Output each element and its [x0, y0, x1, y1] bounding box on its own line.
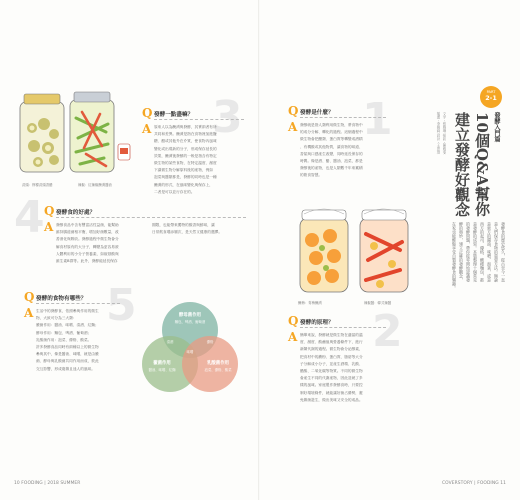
question-title: 發酵一點盡嘛？: [154, 112, 194, 118]
venn-right-label: 乳酸菌作用: [207, 361, 229, 366]
answer-text: [154, 124, 250, 196]
divider: [154, 119, 244, 120]
jar-caption-right: 辣椒醬：韓式辣醬: [364, 301, 392, 305]
q-mark: Q: [24, 290, 35, 304]
venn-left-label: 黴菌作用: [153, 361, 171, 366]
line: 原來人以為醃漬與發酵，其實兩者有所: [154, 125, 217, 129]
pickle-jars-illustration: [14, 88, 132, 180]
intro-line: 是東方的醬油、味噌、泡菜，或是: [487, 222, 492, 282]
answer-text: [36, 308, 126, 373]
venn-overlap-right: 優格: [206, 340, 214, 344]
line: 物，大致可分為三大類：: [36, 316, 77, 321]
line: 菌、酵母與乳酸菌共同作用而成，彼此: [36, 359, 99, 364]
a-mark: A: [44, 220, 54, 234]
line: 的飲食智慧。: [300, 173, 323, 178]
line: 簡單來說，發酵就是微生物在適當的溫: [300, 333, 363, 337]
line: 新陳代謝的過程。微生物會分泌酵素，: [300, 347, 363, 352]
a-mark: A: [24, 306, 34, 320]
line: 參與其中，像是醬油、味噌，就是由黴: [36, 352, 99, 357]
line: 許多發酵食品同時有兩種以上的微生物: [36, 344, 99, 349]
section-number: 2: [372, 306, 403, 357]
line: 醃漬的形式，在風味變化與保存上，: [154, 182, 213, 187]
line: 糖、醋或其他外在介質，使食物內風味: [154, 139, 217, 144]
line: 效果，醃漬後發酵的一般是指含有特定: [154, 153, 217, 158]
intro-line: 西方的起司、優格、酸種麵包，都: [480, 222, 485, 282]
line: 的成分分解、轉化的過程。這個過程中: [300, 130, 363, 135]
line: 度、濕度、酸鹼值與營養條件下，進行: [300, 340, 363, 345]
line: 交互影響，形成複雜且迷人的風味。: [36, 366, 95, 371]
line: 發酵就是指人類利用微生物，將食物中: [300, 123, 363, 127]
section-number: 1: [362, 94, 393, 145]
line: 乳酸菌作用：泡菜、優格、酸菜。: [36, 337, 92, 342]
q-mark: Q: [44, 204, 55, 218]
intro-line: 是發酵的成果。本篇整理十個常見: [473, 222, 478, 282]
line: 、有機酸或其他物質，讓食物的味道、: [300, 144, 363, 149]
line: 制好環境條件，就能讓好菌占優勢，避: [300, 390, 363, 395]
answer-text: [56, 222, 148, 265]
a-mark: A: [288, 330, 298, 344]
fermentation-jars-illustration: [294, 200, 416, 298]
venn-diagram: [130, 296, 250, 402]
line: 共同和差異。醃漬是指在食物裡加進鹽: [154, 132, 217, 137]
line: 解食材原有的大分子，轉變為更容易被: [56, 244, 119, 249]
line: 免雜菌滋生，做出美味又安全的成品。: [300, 397, 363, 402]
venn-right-sub: 泡菜、優格、酸菜: [204, 368, 232, 372]
venn-top-label: 酵母菌作用: [179, 313, 201, 318]
a-mark: A: [288, 120, 298, 134]
q-mark: Q: [288, 314, 299, 328]
section-number: 4: [14, 192, 45, 243]
badge-top: PART: [486, 90, 496, 94]
q-mark: Q: [288, 104, 299, 118]
byline: 文字・張雅琳 採訪・陳雅雯: [442, 112, 446, 154]
folio-left: 10 FOODING | 2018 SUMMER: [14, 481, 81, 486]
answer-text: [300, 122, 394, 180]
line: 期限，也能帶來獨特的酸香與鮮味，讓: [152, 223, 215, 227]
answer-text-col2: [152, 222, 246, 236]
intro-line: 酵的奧妙，建立正確的發酵觀念，: [459, 222, 464, 282]
intro-line: 的發酵問題，帶你從零開始認識發: [466, 222, 471, 282]
line: 善消化與吸收。發酵過程中微生物會分: [56, 237, 119, 242]
line: 泡菜與醬類都是，發酵的同時也是一種: [154, 175, 217, 180]
line: 把食材中的澱粉、蛋白質、脂肪等大分: [300, 354, 363, 359]
badge-num: 2-1: [485, 94, 497, 102]
line: 子分解成小分子，並產生酒精、乳酸、: [300, 361, 363, 366]
line: 酵母作用：麵包、啤酒、葡萄酒；: [36, 330, 92, 335]
question-title: 發酵是什麼？: [300, 110, 334, 116]
part-badge: [480, 86, 502, 108]
divider: [56, 217, 246, 218]
line: 變化或出現新的分子，形成保存延長的: [154, 146, 217, 151]
question-title: 發酵的食物有哪些？: [36, 296, 87, 302]
series-label: 發酵入門篇: [493, 112, 500, 142]
headline-line-1: 10個Q&A幫你: [473, 112, 491, 217]
q-mark: Q: [142, 106, 153, 120]
divider: [36, 303, 120, 304]
line: 二者是可以並行存在的。: [154, 189, 195, 194]
venn-overlap-left: 清酒: [166, 340, 174, 344]
line: 人體利用的小分子營養素，如胺基酸與: [56, 251, 119, 256]
jar-caption-right: 辣椒：紅辣椒醃漬醬油: [78, 183, 112, 187]
divider: [300, 327, 386, 328]
line: 維持腸道菌相平衡，增加好菌數量，改: [56, 230, 119, 235]
line: 時間。像是酒、醋、醬油、泡菜，都是: [300, 158, 363, 163]
line: 樣的風味。家庭製作發酵食時，只要控: [300, 383, 363, 388]
line: 微生物的某些食物，在特定溫度、濕度: [154, 160, 217, 165]
intro-text: [446, 222, 506, 330]
line: 微生物會把醣類、蛋白質等轉變成酒精: [300, 137, 363, 142]
line: 日常飲食增添層次，是天然又健康的選擇。: [152, 230, 223, 235]
answer-text: [300, 332, 396, 404]
question-title: 發酵食的好處？: [56, 210, 96, 216]
line: 維生素B群等。此外，發酵能延長保存: [56, 258, 118, 263]
line: 香氣與口感產生改變，同時延長保存的: [300, 151, 363, 156]
line: 醋酸、二氧化碳等物質。不同的微生物: [300, 368, 363, 373]
folio-right: COVERSTORY | FOODING 11: [441, 481, 506, 486]
line: 發酵食品中含有豐富活性益菌，能幫助: [56, 223, 119, 227]
jar-caption-left: 醃梅：青梅醃漬: [298, 301, 322, 305]
section-number: 5: [106, 280, 137, 331]
divider: [300, 117, 386, 118]
venn-overlap-center: 味噌: [186, 350, 194, 354]
headline-line-2: 建立發酵好觀念: [453, 112, 471, 217]
intro-line: 是人們保存食物的重要方法。無論: [494, 222, 499, 282]
line: 下讓微生物分解原料後的產物，例如: [154, 168, 213, 173]
credit: 插畫・李佩錡 設計・王思琪: [436, 112, 440, 154]
intro-line: 發酵食的歷史悠久，從古至今一直: [501, 222, 506, 282]
a-mark: A: [142, 122, 152, 136]
intro-line: 在家也能輕鬆享受自製發酵食的樂趣。: [452, 222, 457, 290]
line: 生活中的發酵食，依照參與作用的微生: [36, 309, 99, 313]
section-number: 3: [212, 92, 243, 143]
venn-top-sub: 麵包、啤酒、葡萄酒: [174, 320, 206, 324]
question-title: 發酵的原理？: [300, 320, 334, 326]
line: 會產生不同的代謝產物，因此造就了多: [300, 376, 363, 381]
right-page: [260, 0, 520, 500]
line: 黴菌作用：醬油、味噌、清酒、紅麴；: [36, 323, 99, 328]
venn-left-sub: 醬油、味噌、紅麴: [148, 368, 176, 372]
line: 發酵後的產物，也是人類數千年來累積: [300, 166, 363, 171]
jar-caption-left: 蒜頭：檸檬蒜頭香醋: [22, 183, 53, 187]
